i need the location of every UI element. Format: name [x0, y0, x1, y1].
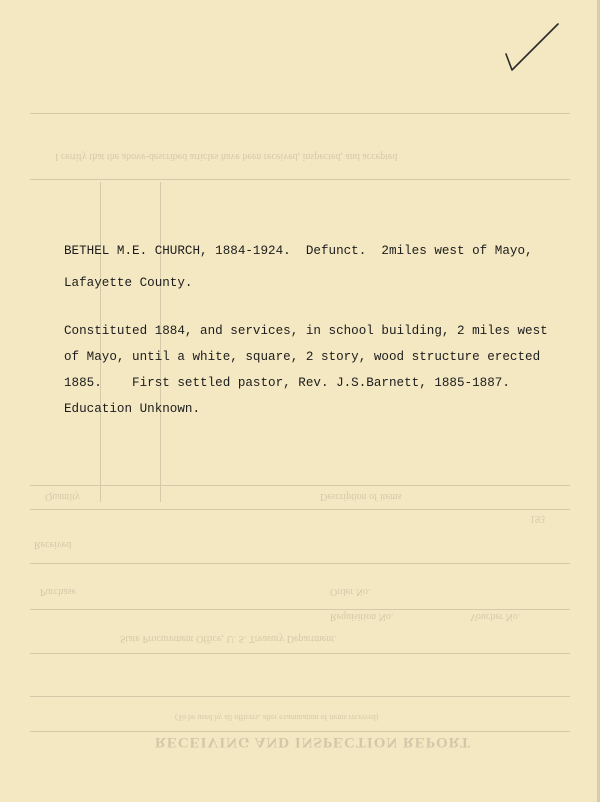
record-body-line: Constituted 1884, and services, in school building, 2 miles west [64, 324, 548, 338]
record-body-line: Education Unknown. [64, 402, 201, 416]
checkmark-icon [502, 20, 562, 74]
record-county-line: Lafayette County. [64, 276, 193, 290]
bleed-certify: I certify that the above-described articles have been received, inspected, and accepted [55, 151, 398, 162]
bleed-purchase: Purchase [40, 586, 77, 597]
bleed-requisition: Requisition No. [330, 611, 394, 622]
bleed-year: 193 [530, 513, 545, 524]
bleed-subtitle: (To be used by all officers, after examination of items received) [175, 713, 379, 722]
bleed-received: Received [34, 539, 72, 550]
record-heading-line: BETHEL M.E. CHURCH, 1884-1924. Defunct. 2miles west of Mayo, [64, 244, 533, 258]
bleed-agency: State Procurement Office, U. S. Treasury Department. [120, 633, 337, 644]
record-body-line: 1885. First settled pastor, Rev. J.S.Barnett, 1885-1887. [64, 376, 510, 390]
bleed-quantity: Quantity [45, 491, 80, 502]
record-body-line: of Mayo, until a white, square, 2 story, wood structure erected [64, 350, 541, 364]
bleed-title: RECEIVING AND INSPECTION REPORT [155, 734, 471, 750]
bleed-order-no: Order No. [330, 586, 371, 597]
bleed-voucher: Voucher No. [470, 611, 521, 622]
bleed-description: Description of items [320, 491, 402, 502]
